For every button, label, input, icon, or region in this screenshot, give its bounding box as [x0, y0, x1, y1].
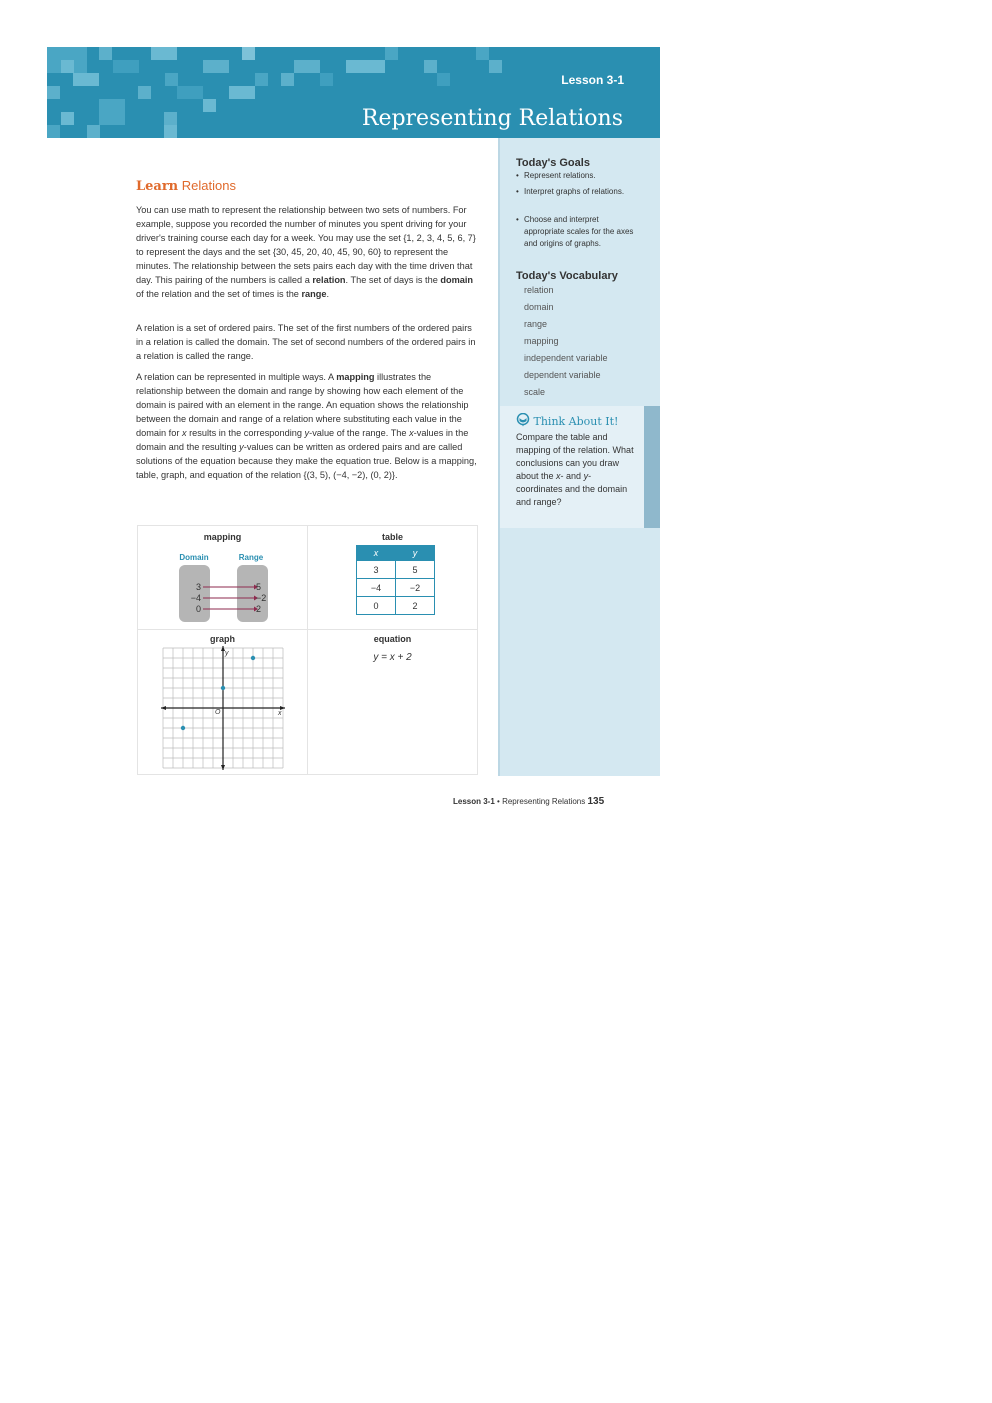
equation-caption: equation: [373, 634, 412, 644]
graph-origin-label: O: [215, 709, 221, 716]
think-heading: Think About It!: [516, 413, 618, 428]
graph-axis-label-y: y: [225, 650, 229, 657]
range-label: Range: [238, 553, 264, 562]
coordinate-graph: [138, 644, 307, 774]
grid-divider: [307, 526, 308, 774]
mapping-diagram: [138, 546, 307, 636]
vocab-item: domain: [524, 302, 554, 312]
table-cell: −4: [357, 579, 396, 597]
bullet: •: [516, 215, 519, 224]
table-header-x: x: [357, 546, 396, 561]
y-axis-arrow: [221, 765, 225, 770]
table-row: [357, 579, 435, 597]
page-number: 135: [587, 796, 605, 807]
lesson-title: Representing Relations: [361, 106, 623, 131]
graph-point: [221, 686, 225, 690]
learn-topic: Relations: [181, 178, 236, 193]
vocab-item: relation: [524, 285, 554, 295]
bullet: •: [516, 171, 519, 180]
relation-table: [356, 545, 435, 615]
equation-text: y = x + 2: [373, 652, 412, 663]
table-caption: table: [381, 532, 403, 542]
body-paragraph: A relation can be represented in multiple ways. A mapping illustrates the relationship between the domain and range by showing how each element of the domain is paired with an element in the range. An equation shows the relationship between the domain and range of a relation where substituting each value in the domain for x results in the corresponding y-value of the range. The x-values in the domain and the resulting y-values can be written as ordered pairs and are called solutions of the equation because they make the equation true. Below is a mapping, table, graph, and equation of the relation {(3, 5), (−4, −2), (0, 2)}.: [136, 372, 477, 480]
goal-item: • Represent relations.: [516, 171, 596, 180]
vocab-item: mapping: [524, 336, 559, 346]
footer-title: Representing Relations: [502, 797, 586, 806]
footer-lesson: Lesson 3-1: [453, 797, 495, 806]
body-paragraph: A relation is a set of ordered pairs. The set of the first numbers of the ordered pairs in a relation is called the domain. The set of second numbers of the ordered pairs in a relation is called the range.: [136, 323, 476, 361]
footer-bullet: •: [497, 797, 500, 806]
vocab-item: independent variable: [524, 353, 608, 363]
goal-item: • Choose and interpret appropriate scales for the axes and origins of graphs.: [516, 215, 634, 248]
table-header-y: y: [396, 546, 435, 561]
table-cell: 0: [357, 597, 396, 615]
table-cell: 3: [357, 561, 396, 579]
table-cell: −2: [396, 579, 435, 597]
lesson-banner: [47, 47, 660, 138]
graph-point: [251, 656, 255, 660]
range-value: 2: [256, 604, 262, 614]
representations-grid: [137, 525, 478, 775]
bullet: •: [516, 187, 519, 196]
think-about-it-box: [500, 406, 660, 528]
vocab-item: dependent variable: [524, 370, 601, 380]
body-paragraph: You can use math to represent the relationship between two sets of numbers. For example, suppose you recorded the number of minutes you spent driving for your driver's training course each day for a week. You may use the set {1, 2, 3, 4, 5, 6, 7} to represent the days and the set {30, 45, 20, 40, 45, 90, 60} to represent the minutes. The relationship between the sets pairs each day with the time driven that day. This pairing of the numbers is called a relation. The set of days is the domain of the relation and the set of times is the range.: [136, 205, 476, 299]
think-text: Compare the table and mapping of the relation. What conclusions can you draw about the x- and y-coordinates and the domain and range?: [516, 432, 634, 507]
vocab-item: scale: [524, 387, 546, 397]
range-value: 5: [256, 582, 262, 592]
table-row: [357, 597, 435, 615]
graph-axis-label-x: x: [278, 710, 282, 717]
think-accent-bar: [644, 406, 660, 528]
domain-value: 3: [195, 582, 201, 592]
mapping-caption: mapping: [203, 532, 242, 542]
goal-item: • Interpret graphs of relations.: [516, 187, 625, 196]
range-value: −2: [256, 593, 267, 603]
x-axis-arrow: [161, 706, 166, 710]
table-cell: 2: [396, 597, 435, 615]
vocab-heading: Today's Vocabulary: [516, 270, 618, 282]
domain-value: −4: [190, 593, 201, 603]
graph-point: [181, 726, 185, 730]
domain-label: Domain: [179, 553, 209, 562]
table-row: [357, 561, 435, 579]
goals-heading: Today's Goals: [516, 157, 590, 169]
vocab-item: range: [524, 319, 548, 329]
learn-word: Learn: [136, 179, 179, 194]
table-cell: 5: [396, 561, 435, 579]
sidebar: [498, 138, 660, 776]
graph-caption: graph: [209, 634, 235, 644]
domain-value: 0: [195, 604, 201, 614]
learn-heading: [136, 178, 236, 194]
page-footer: [453, 796, 604, 807]
thought-bubble-icon: [516, 413, 530, 427]
lesson-number: Lesson 3-1: [561, 73, 624, 87]
